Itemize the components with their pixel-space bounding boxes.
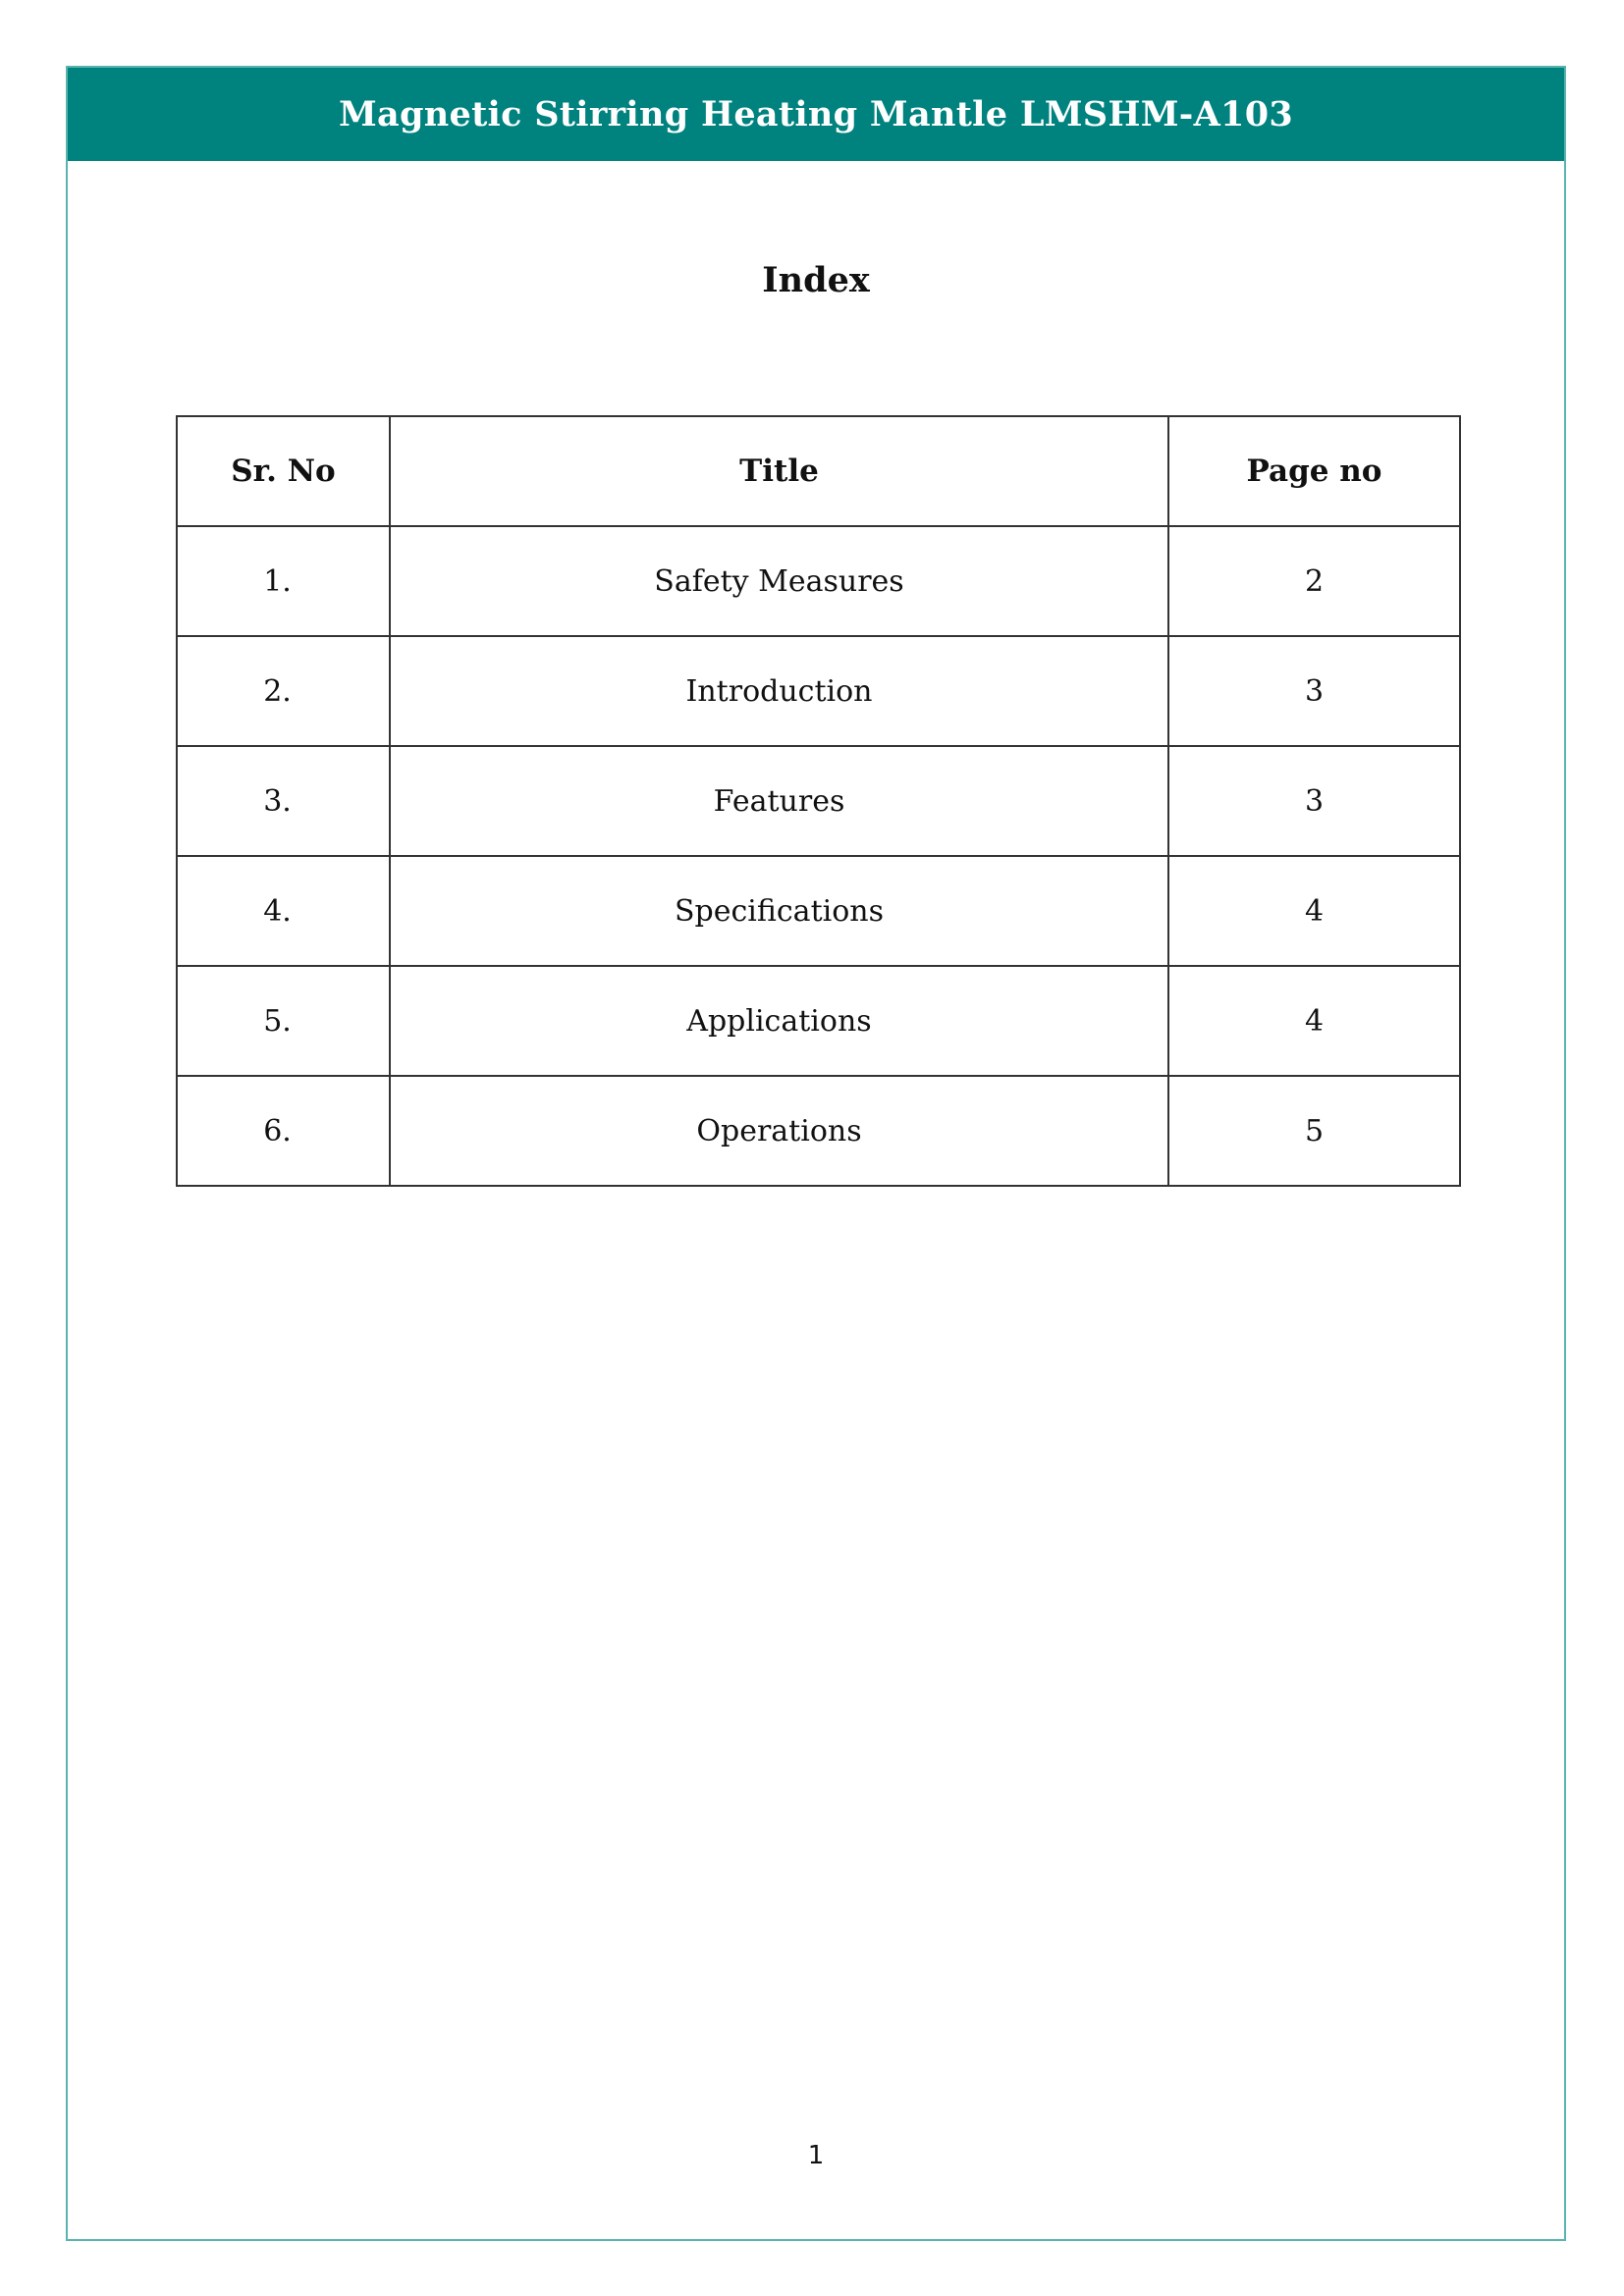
row-page-no: 2: [1168, 526, 1460, 636]
row-sr-no: 6.: [177, 1076, 390, 1186]
row-sr-no: 4.: [177, 856, 390, 966]
index-heading: Index: [762, 260, 870, 300]
row-sr-no: 2.: [177, 636, 390, 746]
row-sr-no: 5.: [177, 966, 390, 1076]
column-header-title: Title: [390, 416, 1168, 526]
row-title: Safety Measures: [390, 526, 1168, 636]
page-number: 1: [807, 2141, 825, 2170]
row-sr-no: 1.: [177, 526, 390, 636]
table-header-row: [177, 416, 1460, 526]
row-sr-no: 3.: [177, 746, 390, 856]
table-row: [177, 966, 1460, 1076]
row-page-no: 5: [1168, 1076, 1460, 1186]
row-title: Operations: [390, 1076, 1168, 1186]
table-row: [177, 526, 1460, 636]
row-title: Specifications: [390, 856, 1168, 966]
row-page-no: 3: [1168, 636, 1460, 746]
header-bar: [68, 68, 1564, 161]
row-page-no: 3: [1168, 746, 1460, 856]
page-frame: [66, 66, 1566, 2241]
column-header-sr-no: Sr. No: [177, 416, 390, 526]
index-table: [176, 415, 1461, 1187]
table-row: [177, 636, 1460, 746]
table-row: [177, 746, 1460, 856]
row-page-no: 4: [1168, 966, 1460, 1076]
table-row: [177, 856, 1460, 966]
row-title: Features: [390, 746, 1168, 856]
table-row: [177, 1076, 1460, 1186]
column-header-page-no: Page no: [1168, 416, 1460, 526]
document-title: Magnetic Stirring Heating Mantle LMSHM-A103: [338, 94, 1294, 134]
row-page-no: 4: [1168, 856, 1460, 966]
row-title: Introduction: [390, 636, 1168, 746]
row-title: Applications: [390, 966, 1168, 1076]
